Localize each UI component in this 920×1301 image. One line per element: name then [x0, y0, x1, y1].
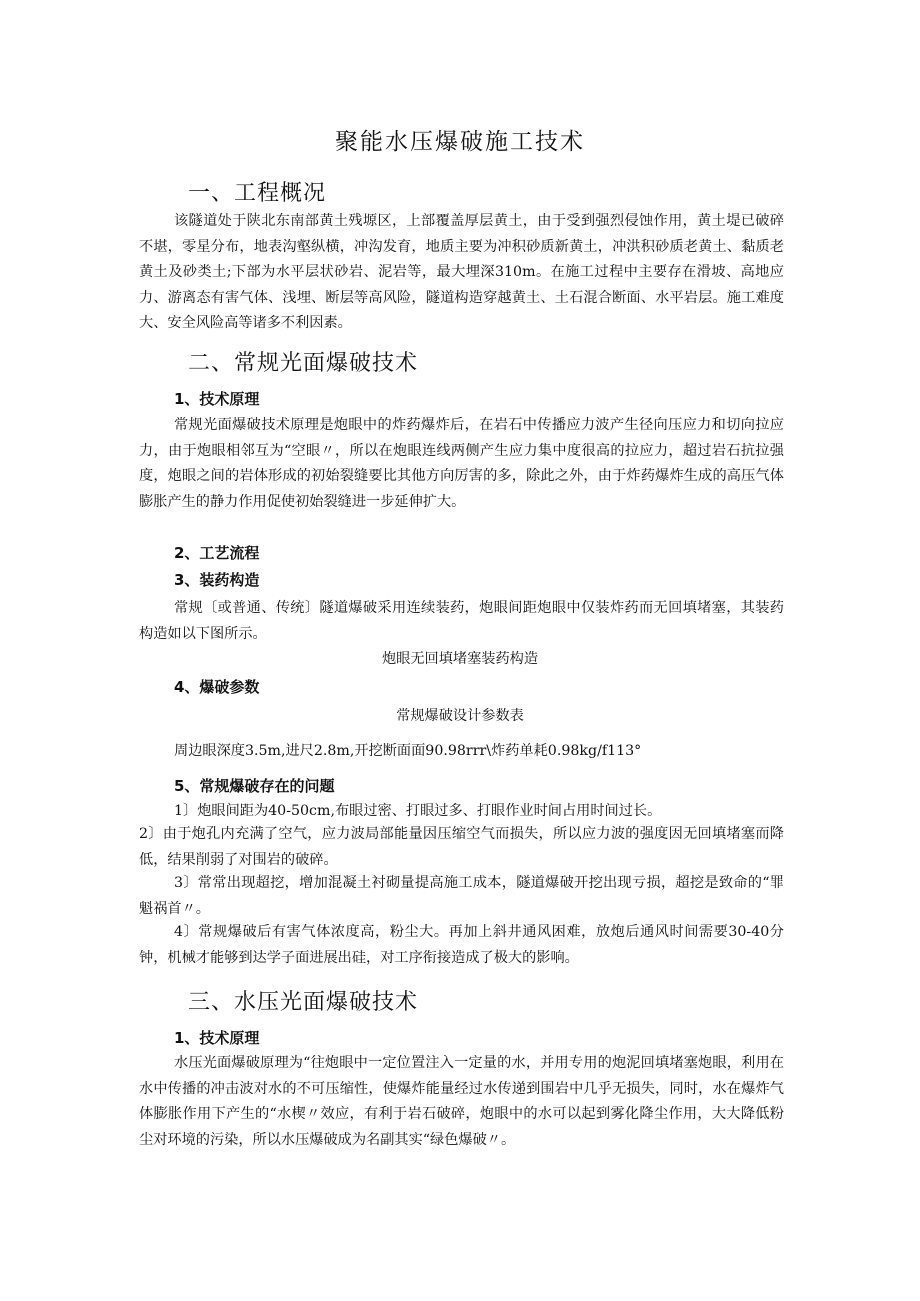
blasting-parameters-line: 周边眼深度3.5m,进尺2.8m,开挖断面面90.98rrr\炸药单耗0.98kg∕f113°: [174, 743, 642, 759]
section-2-sub-5: 5、常规爆破存在的问题: [174, 777, 335, 795]
section-2-sub-1: 1、技术原理: [174, 390, 260, 408]
problem-2: 2〕由于炮孔内充满了空气，应力波局部能量因压缩空气而损失，所以应力波的强度因无回填堵塞而降低，结果削弱了对围岩的破碎。: [139, 826, 784, 868]
problem-3: 3〕常常出现超挖，增加混凝土衬砌量提高施工成本，隧道爆破开挖出现亏损，超挖是致命的“罪魁祸首〃。: [139, 875, 784, 917]
section-2-principle-paragraph: 常规光面爆破技术原理是炮眼中的炸药爆炸后，在岩石中传播应力波产生径向压应力和切向拉应力，由于炮眼相邻互为“空眼〃，所以在炮眼连线两侧产生应力集中度很高的拉应力，超过岩石抗拉强度，炮眼之间的岩体形成的初始裂缝要比其他方向厉害的多，除此之外，由于炸药爆炸生成的高压气体膨胀产生的静力作用促使初始裂缝进一步延伸扩大。: [139, 417, 784, 510]
section-3-sub-1: 1、技术原理: [174, 1029, 260, 1047]
section-1-heading: 一、工程概况: [188, 181, 327, 206]
section-2-sub-2: 2、工艺流程: [174, 544, 260, 562]
section-3-principle-paragraph: 水压光面爆破原理为“往炮眼中一定位置注入一定量的水，并用专用的炮泥回填堵塞炮眼，利用在水中传播的冲击波对水的不可压缩性，使爆炸能量经过水传递到围岩中几乎无损失，同时，水在爆炸气体膨胀作用下产生的“水楔〃效应，有利于岩石破碎，炮眼中的水可以起到雾化降尘作用，大大降低粉尘对环境的污染，所以水压爆破成为名副其实“绿色爆破〃。: [139, 1055, 784, 1148]
section-1-paragraph: 该隧道处于陕北东南部黄土残塬区，上部覆盖厚层黄土，由于受到强烈侵蚀作用，黄土堤已破碎不堪，零星分布，地表沟壑纵横，冲沟发育，地质主要为冲积砂质新黄土，冲洪积砂质老黄土、黏质老黄土及砂类土;下部为水平层状砂岩、泥岩等，最大埋深310m。在施工过程中主要存在滑坡、高地应力、游离态有害气体、浅埋、断层等高风险，隧道构造穿越黄土、土石混合断面、水平岩层。施工难度大、安全风险高等诸多不利因素。: [139, 213, 784, 331]
charge-structure-caption: 炮眼无回填堵塞装药构造: [381, 651, 539, 667]
problem-1: 1〕炮眼间距为40-50cm,布眼过密、打眼过多、打眼作业时间占用时间过长。: [174, 803, 662, 819]
section-2-sub-4: 4、爆破参数: [174, 678, 260, 696]
section-2-charge-paragraph: 常规〔或普通、传统〕隧道爆破采用连续装药，炮眼间距炮眼中仅装炸药而无回填堵塞，其装药构造如以下图所示。: [139, 600, 784, 642]
section-2-sub-3: 3、装药构造: [174, 571, 260, 589]
problem-4: 4〕常规爆破后有害气体浓度高，粉尘大。再加上斜井通风困难，放炮后通风时间需要30-40分钟，机械才能够到达学子面进展出硅，对工序衔接造成了极大的影响。: [139, 924, 784, 966]
parameter-table-caption: 常规爆破设计参数表: [396, 708, 524, 724]
section-2-heading: 二、常规光面爆破技术: [188, 351, 419, 376]
section-3-heading: 三、水压光面爆破技术: [188, 990, 419, 1015]
document-title: 聚能水压爆破施工技术: [335, 129, 585, 155]
